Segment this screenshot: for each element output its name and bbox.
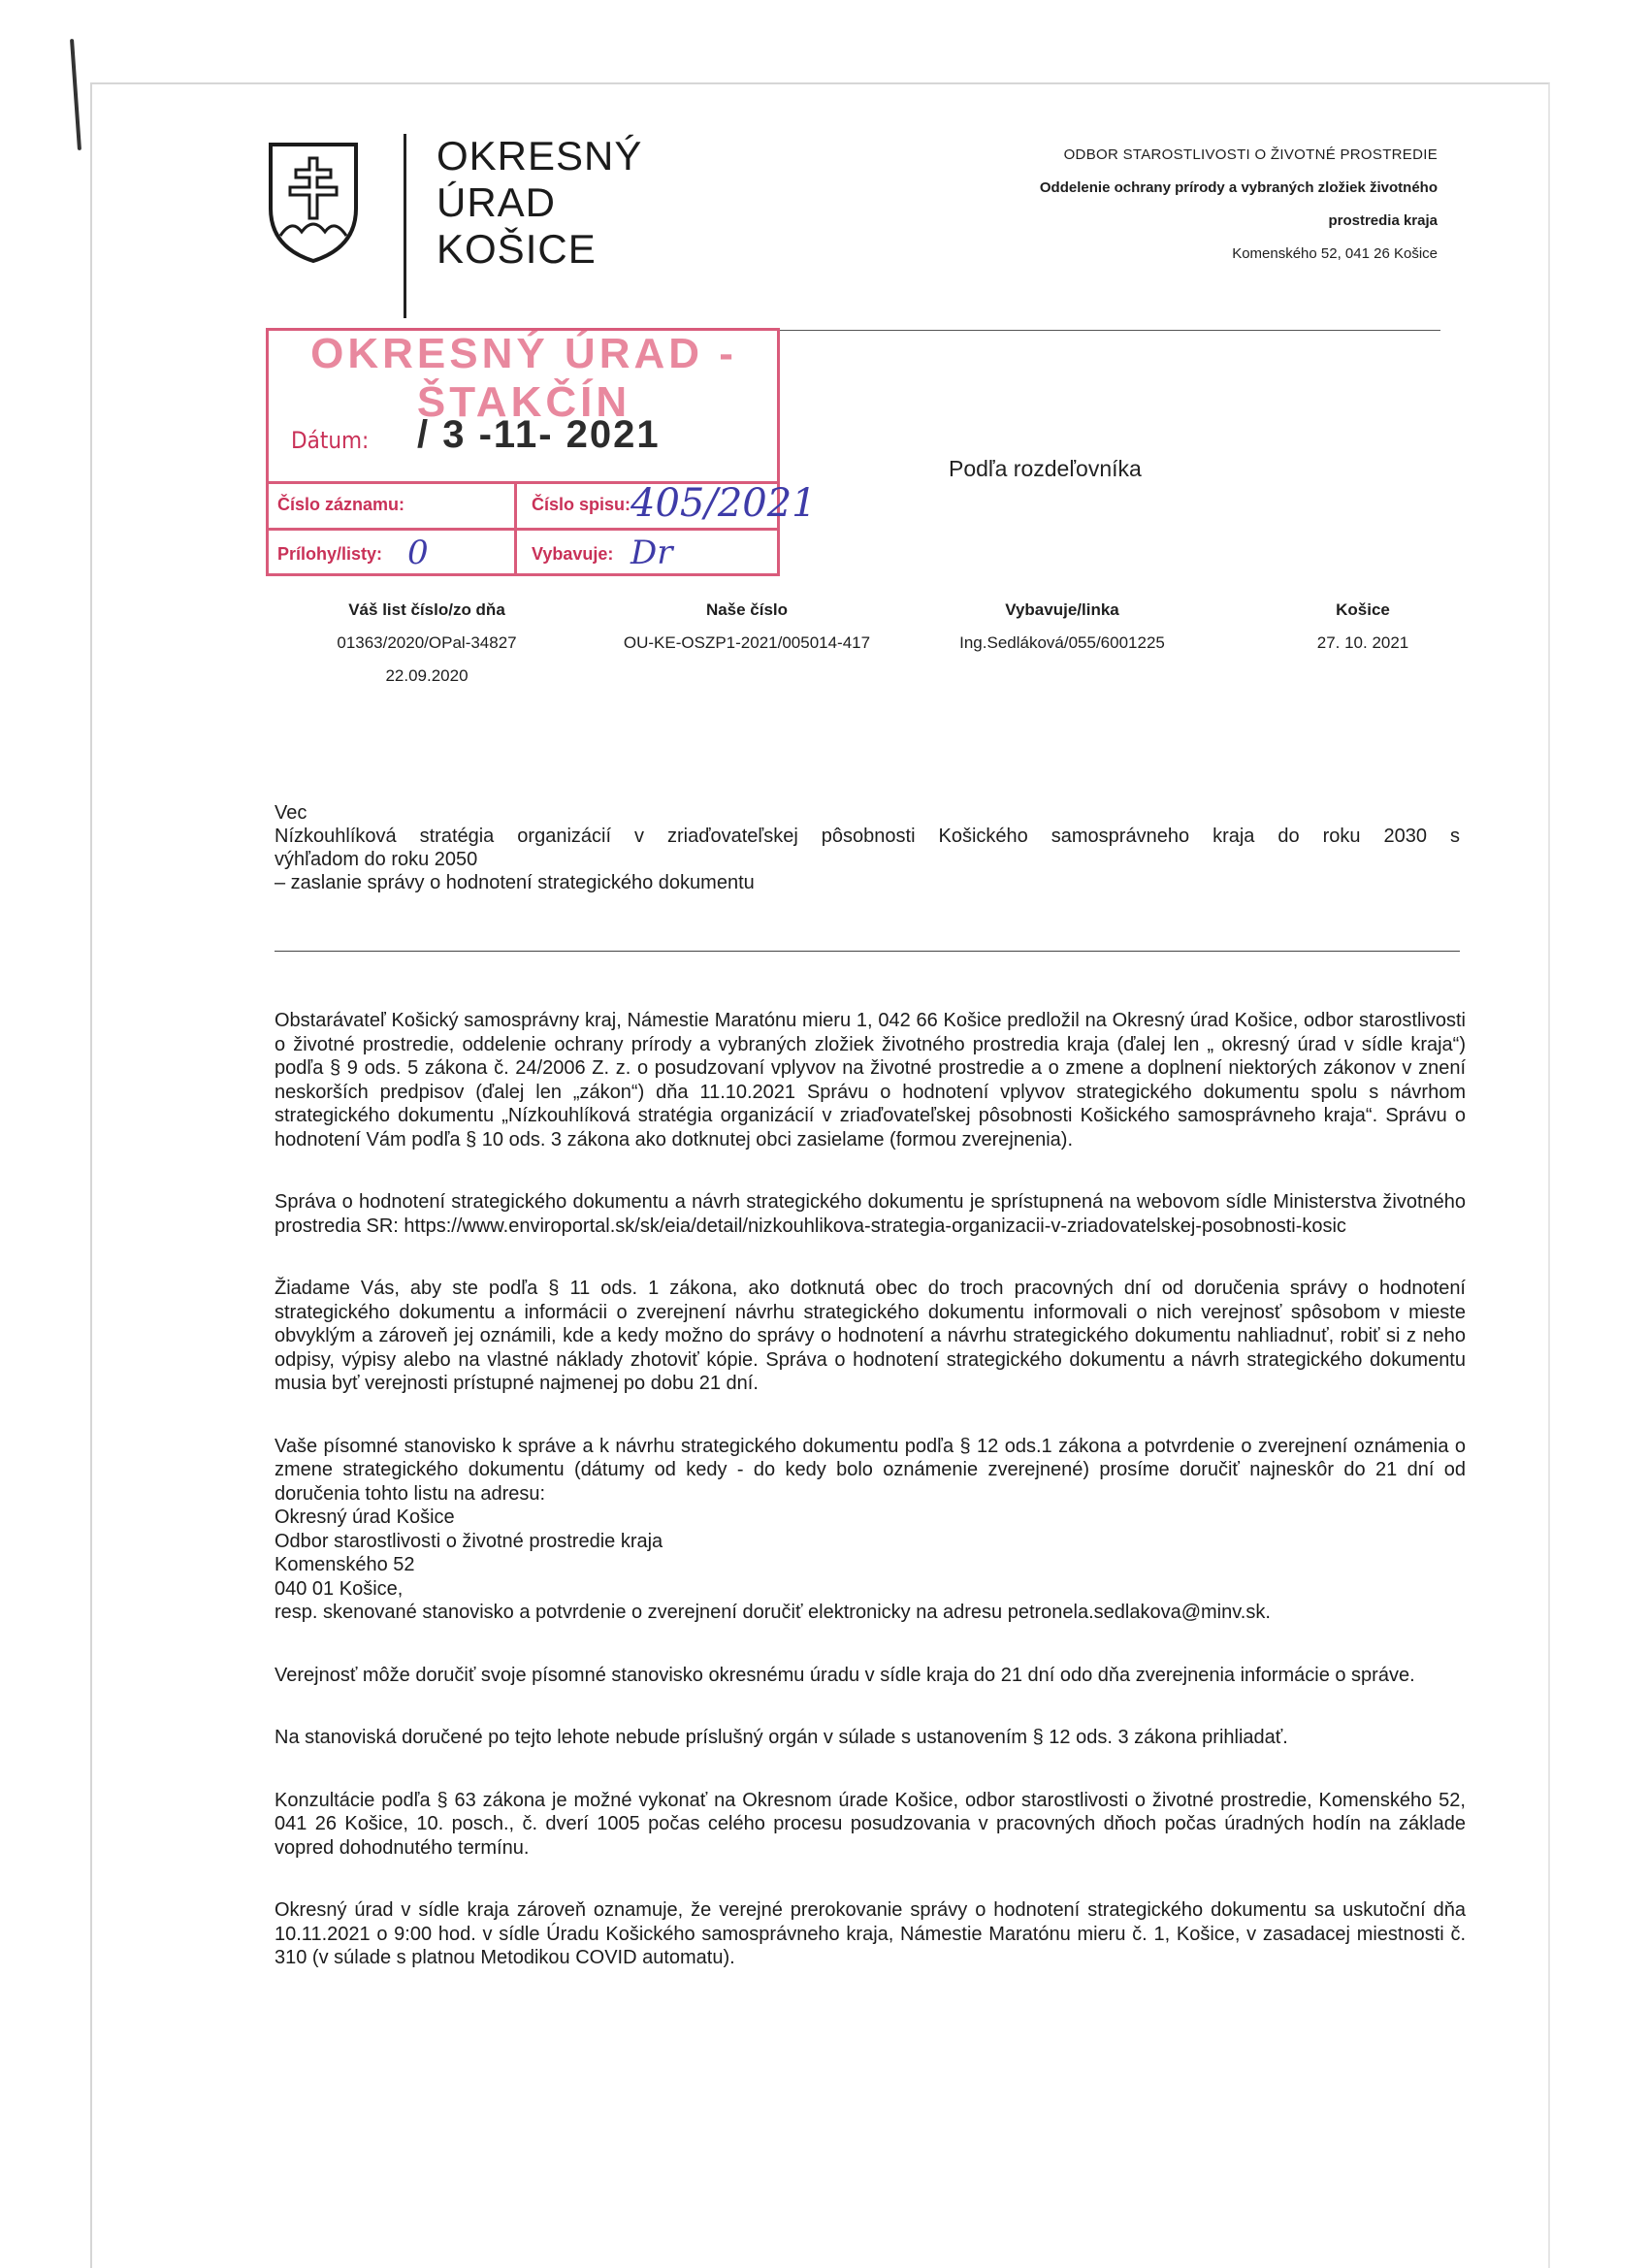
- ref-your-letter: [291, 594, 563, 693]
- body-paragraph-4: Vaše písomné stanovisko k správe a k návrhu strategického dokumentu podľa § 12 ods.1 zákona a potvrdenie o zverejnení oznámenia o zmene strategického dokumentu (dátumy od kedy - do kedy bolo oznámenie zverejnené) prosíme doručiť najneskôr do 21 dní od doručenia tohto listu na adresu:: [275, 1435, 1466, 1505]
- ref-date-value: 27. 10. 2021: [1316, 633, 1409, 652]
- stamp-record-label: Číslo záznamu:: [277, 495, 405, 514]
- body-paragraph-8: Okresný úrad v sídle kraja zároveň oznamuje, že verejné prerokovanie správy o hodnotení strategického dokumentu sa uskutoční dňa 10.11.2021 o 9:00 hod. v sídle Úradu Košického samosprávneho kraja, Námestie Maratónu mieru č. 1, Košice, v zasadacej miestnosti č. 310 (v súlade s platnou Metodikou COVID automatu).: [275, 1899, 1466, 1968]
- subject-block: [275, 801, 1460, 894]
- address-line-1: Okresný úrad Košice: [275, 1507, 455, 1528]
- ref-handler: [931, 594, 1193, 660]
- ref-handler-value: Ing.Sedláková/055/6001225: [959, 633, 1165, 652]
- body-paragraph-7: Konzultácie podľa § 63 zákona je možné vykonať na Okresnom úrade Košice, odbor starostlivosti o životné prostredie, Komenského 52, 041 26 Košice, 10. posch., č. dverí 1005 počas celého procesu posudzovania v pracovných dňoch počas úradných hodín na základe vopred dohodnutého termínu.: [275, 1789, 1466, 1859]
- stamp-attachments-value: 0: [407, 534, 429, 572]
- subject-line2: výhľadom do roku 2050: [275, 849, 478, 870]
- body-paragraph-3: Žiadame Vás, aby ste podľa § 11 ods. 1 zákona, ako dotknutá obec do troch pracovných dní od doručenia správy o hodnotení strategického dokumentu a informácii o zverejnení návrhu strategického dokumentu informovali o nich verejnosť spôsobom v mieste obvyklým a zároveň jej oznámili, kde a kedy možno do správy o hodnotení a návrhu strategického dokumentu nahliadnuť, robiť si z neho odpisy, výpisy alebo na vlastné náklady zhotoviť kópie. Správa o hodnotení strategického dokumentu a návrh strategického dokumentu musia byť verejnosti prístupné najmenej po dobu 21 dní.: [275, 1278, 1466, 1394]
- subject-line1: Nízkouhlíková stratégia organizácií v zriaďovateľskej pôsobnosti Košického samosprávneho kraja do roku 2030 s: [275, 826, 1460, 847]
- address-line-3: Komenského 52: [275, 1554, 415, 1575]
- address-line-4: 040 01 Košice,: [275, 1577, 404, 1600]
- registry-stamp: [262, 308, 817, 580]
- address-line-5: resp. skenované stanovisko a potvrdenie o zverejnení doručiť elektronicky na adresu petronela.sedlakova@minv.sk.: [275, 1602, 1271, 1623]
- body-paragraph-6: Na stanoviská doručené po tejto lehote nebude príslušný orgán v súlade s ustanovením § 12 ods. 3 zákona prihliadať.: [275, 1727, 1288, 1748]
- office-name: [436, 133, 642, 273]
- stamp-datum-value: / 3 -11- 2021: [417, 413, 661, 456]
- ref-handler-label: Vybavuje/linka: [1005, 600, 1119, 619]
- ref-city-label: Košice: [1336, 600, 1390, 619]
- header-rule: [718, 330, 1440, 331]
- stamp-column-divider: [514, 481, 517, 576]
- ref-your-letter-number: 01363/2020/OPal-34827: [337, 633, 517, 652]
- office-name-line3: KOŠICE: [436, 226, 597, 272]
- scan-mark: [70, 39, 81, 150]
- ref-your-letter-label: Váš list číslo/zo dňa: [348, 600, 505, 619]
- department-name: ODBOR STAROSTLIVOSTI O ŽIVOTNÉ PROSTREDIE: [1063, 146, 1438, 163]
- stamp-datum-label: Dátum:: [291, 427, 370, 454]
- logo-divider: [404, 134, 406, 318]
- subject-label: Vec: [275, 802, 307, 824]
- letter-body: [275, 1009, 1466, 2009]
- stamp-file-label: Číslo spisu:: [532, 495, 631, 514]
- department-address: Komenského 52, 041 26 Košice: [1232, 245, 1438, 262]
- stamp-file-value: 405/2021: [630, 481, 817, 526]
- office-name-line1: OKRESNÝ: [436, 133, 643, 178]
- body-paragraph-2: Správa o hodnotení strategického dokumentu a návrh strategického dokumentu je sprístupnená na webovom sídle Ministerstva životného prostredia SR: https://www.enviroportal.sk/sk/eia/detail/nizkouhlikova-strategia-organizacii-v-zriadovatelskej-posobnosti-kosic: [275, 1191, 1466, 1237]
- stamp-title: OKRESNÝ ÚRAD - ŠTAKČÍN: [310, 330, 737, 426]
- coat-of-arms-icon: [267, 141, 360, 265]
- ref-our-number-label: Naše číslo: [705, 600, 789, 619]
- header-department-block: [1040, 139, 1438, 271]
- ref-your-letter-date: 22.09.2020: [385, 666, 469, 685]
- ref-our-number: [601, 594, 892, 660]
- office-name-line2: ÚRAD: [436, 179, 557, 225]
- ref-our-number-value: OU-KE-OSZP1-2021/005014-417: [623, 633, 871, 652]
- ref-date: [1290, 594, 1436, 660]
- addressee: Podľa rozdeľovníka: [949, 456, 1142, 481]
- body-paragraph-4-block: [275, 1435, 1466, 1625]
- body-paragraph-5: Verejnosť môže doručiť svoje písomné stanovisko okresnému úradu v sídle kraja do 21 dní odo dňa zverejnenia informácie o správe.: [275, 1664, 1415, 1686]
- section-name-line1: Oddelenie ochrany prírody a vybraných zložiek životného: [1039, 179, 1438, 196]
- address-line-2: Odbor starostlivosti o životné prostredie kraja: [275, 1530, 663, 1552]
- subject-rule: [275, 951, 1460, 952]
- stamp-attachments-label: Prílohy/listy:: [277, 544, 383, 564]
- body-paragraph-1: Obstarávateľ Košický samosprávny kraj, Námestie Maratónu mieru 1, 042 66 Košice predložil na Okresný úrad Košice, odbor starostlivosti o životné prostredie, oddelenie ochrany prírody a vybraných zložiek životného prostredia kraja (ďalej len „ okresný úrad v sídle kraja“) podľa § 9 ods. 5 zákona č. 24/2006 Z. z. o posudzovaní vplyvov na životné prostredie a o zmene a doplnení niektorých zákonov v znení neskorších predpisov (ďalej len „zákon“) dňa 11.10.2021 Správu o hodnotení vplyvov strategického dokumentu spolu s návrhom strategického dokumentu „Nízkouhlíková stratégia organizácií v zriaďovateľskej pôsobnosti Košického samosprávneho kraja“. Správu o hodnotení Vám podľa § 10 ods. 3 zákona ako dotknutej obci zasielame (formou zverejnenia).: [275, 1010, 1466, 1150]
- stamp-handler-label: Vybavuje:: [532, 544, 614, 564]
- section-name-line2: prostredia kraja: [1328, 212, 1438, 229]
- stamp-handler-value: Dr: [630, 534, 673, 572]
- subject-line3: – zaslanie správy o hodnotení strategického dokumentu: [275, 872, 755, 893]
